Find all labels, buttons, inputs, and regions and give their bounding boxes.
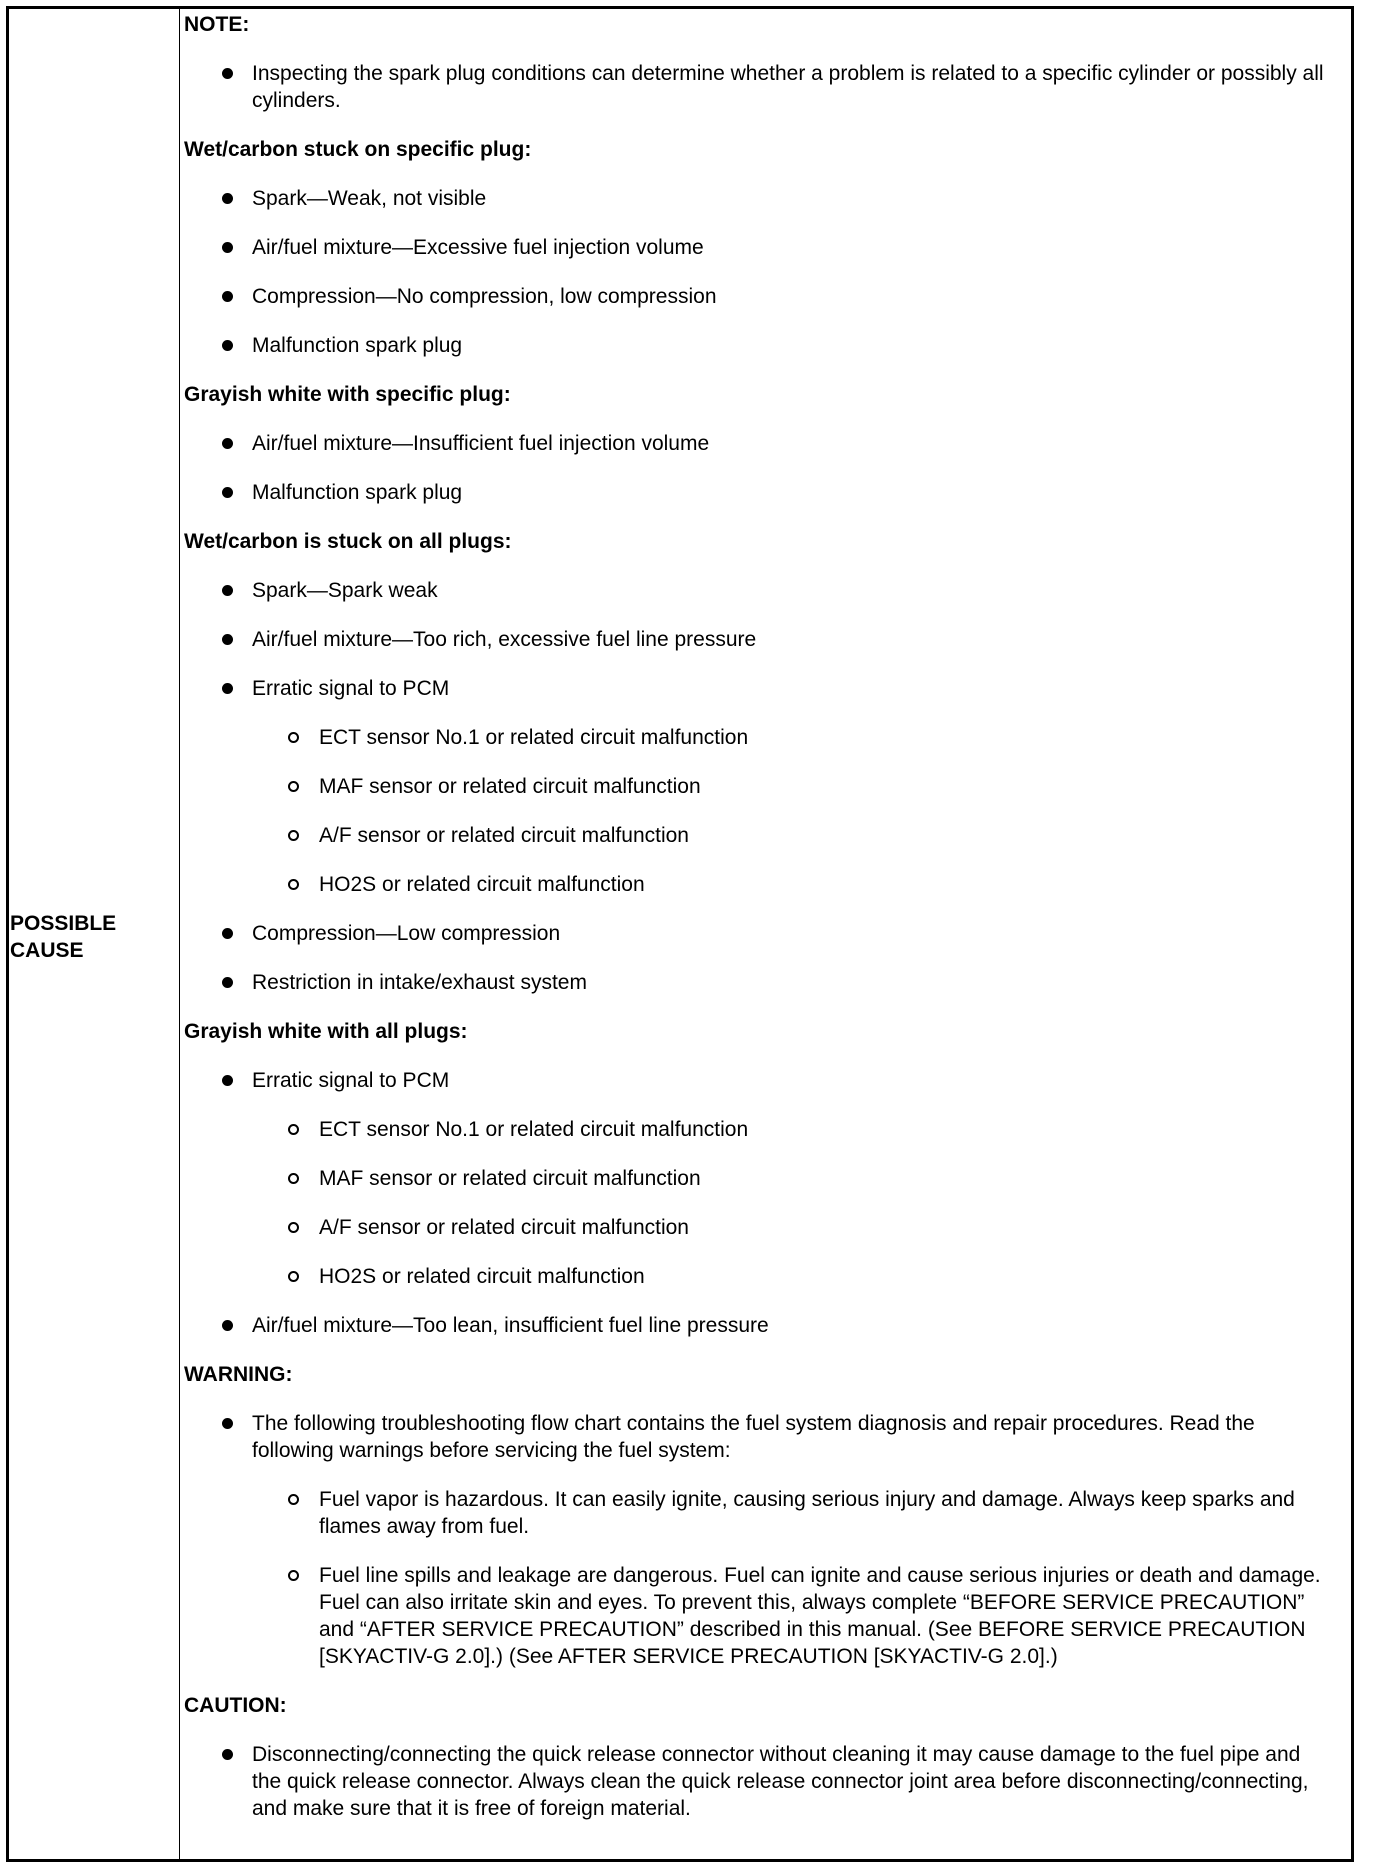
- sub-bullet-item: HO2S or related circuit malfunction: [184, 1263, 1334, 1290]
- bullet-item: Restriction in intake/exhaust system: [184, 969, 1334, 996]
- sub-bullet-item: Fuel vapor is hazardous. It can easily ignite, causing serious injury and damage. Always keep sparks and flames away from fuel.: [184, 1486, 1334, 1540]
- bullet-item: Malfunction spark plug: [184, 332, 1334, 359]
- bullet-item: Disconnecting/connecting the quick release connector without cleaning it may cause damage to the fuel pipe and the quick release connector. Always clean the quick release connector joint area before disconnecting/connecting, and make sure that it is free of foreign material.: [184, 1741, 1334, 1822]
- bullet-item: Air/fuel mixture—Too lean, insufficient fuel line pressure: [184, 1312, 1334, 1339]
- section-heading: Wet/carbon is stuck on all plugs:: [184, 530, 512, 553]
- section-heading: CAUTION:: [184, 1694, 287, 1717]
- section-heading: WARNING:: [184, 1363, 293, 1386]
- bullet-item: Erratic signal to PCM: [184, 675, 1334, 702]
- section-heading: Grayish white with specific plug:: [184, 383, 511, 406]
- bullet-item: Air/fuel mixture—Too rich, excessive fuel line pressure: [184, 626, 1334, 653]
- sub-bullet-item: ECT sensor No.1 or related circuit malfunction: [184, 1116, 1334, 1143]
- bullet-item: Spark—Weak, not visible: [184, 185, 1334, 212]
- bullet-item: Air/fuel mixture—Excessive fuel injection volume: [184, 234, 1334, 261]
- bullet-item: Air/fuel mixture—Insufficient fuel injection volume: [184, 430, 1334, 457]
- sub-bullet-item: HO2S or related circuit malfunction: [184, 871, 1334, 898]
- bullet-item: The following troubleshooting flow chart contains the fuel system diagnosis and repair procedures. Read the following warnings before servicing the fuel system:: [184, 1410, 1334, 1464]
- sub-bullet-item: MAF sensor or related circuit malfunction: [184, 1165, 1334, 1192]
- bullet-item: Compression—Low compression: [184, 920, 1334, 947]
- column-divider: [179, 6, 180, 1862]
- sub-bullet-item: A/F sensor or related circuit malfunction: [184, 1214, 1334, 1241]
- bullet-item: Spark—Spark weak: [184, 577, 1334, 604]
- cause-content: [184, 11, 1334, 1822]
- bullet-item: Compression—No compression, low compression: [184, 283, 1334, 310]
- sub-bullet-item: A/F sensor or related circuit malfunction: [184, 822, 1334, 849]
- sub-bullet-item: ECT sensor No.1 or related circuit malfunction: [184, 724, 1334, 751]
- section-heading: NOTE:: [184, 13, 250, 36]
- possible-cause-label: POSSIBLE CAUSE: [10, 912, 117, 962]
- bullet-item: Malfunction spark plug: [184, 479, 1334, 506]
- bullet-item: Erratic signal to PCM: [184, 1067, 1334, 1094]
- section-heading: Grayish white with all plugs:: [184, 1020, 468, 1043]
- sub-bullet-item: Fuel line spills and leakage are dangerous. Fuel can ignite and cause serious injuries or death and damage. Fuel can also irritate skin and eyes. To prevent this, always complete “BEFORE SERVICE PRECAUTION” and “AFTER SERVICE PRECAUTION” described in this manual. (See BEFORE SERVICE PRECAUTION [SKYACTIV-G 2.0].) (See AFTER SERVICE PRECAUTION [SKYACTIV-G 2.0].): [184, 1562, 1334, 1670]
- sub-bullet-item: MAF sensor or related circuit malfunction: [184, 773, 1334, 800]
- section-heading: Wet/carbon stuck on specific plug:: [184, 138, 532, 161]
- bullet-item: Inspecting the spark plug conditions can determine whether a problem is related to a specific cylinder or possibly all cylinders.: [184, 60, 1334, 114]
